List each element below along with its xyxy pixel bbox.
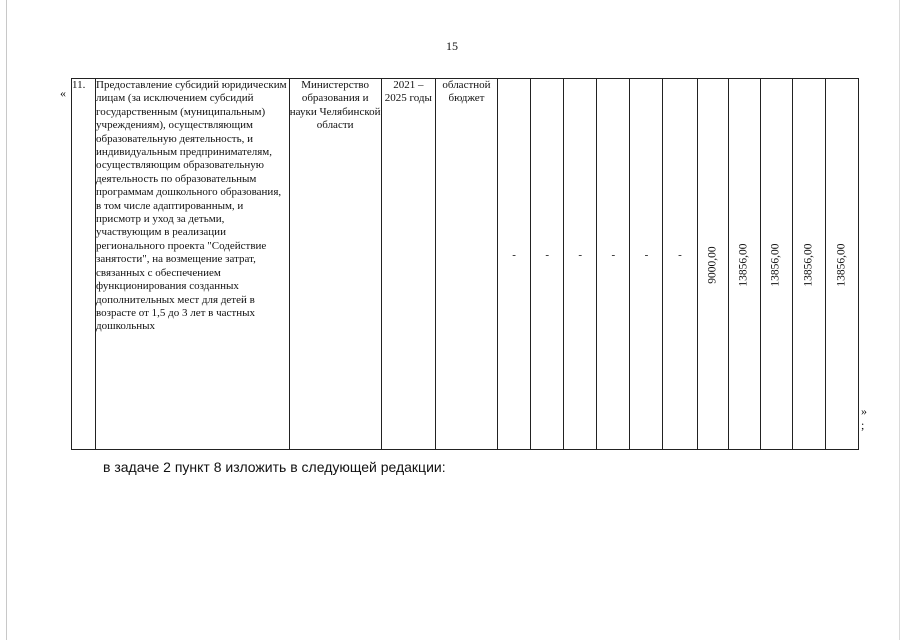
closing-semicolon: ; xyxy=(861,418,865,432)
amount-cell xyxy=(760,79,792,450)
amount-cell xyxy=(825,79,858,450)
value-cell xyxy=(498,79,531,450)
measure-description: Предоставление субсидий юридическим лицам (за исключением субсидий государственным (муниципальным) учреждениям), осуществляющим образовательную деятельность, и индивидуальным предпринимателям, осуществляющим образовательную деятельность по образовательным программам дошкольного образования, в том числе адаптированным, и присмотр и уход за детьми, участвующим в реализации регионального проекта "Содействие занятости", на возмещение затрат, связанных с обеспечением функционирования созданных дополнительных мест для детей в возрасте от 1,5 до 3 лет в частных дошкольных xyxy=(96,79,289,450)
amount-value: 13856,00 xyxy=(802,243,815,287)
closing-quote-mark: » xyxy=(861,404,867,418)
funding-source-cell: областной бюджет xyxy=(435,79,497,450)
page-edge-right xyxy=(899,0,900,640)
row-number: 11. xyxy=(72,79,96,450)
closing-quote xyxy=(861,404,867,432)
dash-value: - xyxy=(678,249,682,261)
opening-quote: « xyxy=(60,86,66,100)
program-table xyxy=(71,78,859,450)
dash-value: - xyxy=(611,249,616,261)
instruction-text: в задаче 2 пункт 8 изложить в следующей редакции: xyxy=(103,459,446,475)
value-cell xyxy=(564,79,597,450)
value-cell xyxy=(663,79,697,450)
period-cell: 2021 – 2025 годы xyxy=(381,79,435,450)
value-cell xyxy=(630,79,663,450)
amount-cell xyxy=(792,79,825,450)
dash-value: - xyxy=(578,249,583,261)
amount-value: 13856,00 xyxy=(835,243,848,287)
dash-value: - xyxy=(644,249,649,261)
dash-value: - xyxy=(512,249,516,261)
amount-cell xyxy=(728,79,760,450)
dash-value: - xyxy=(545,249,549,261)
executor-cell: Министерство образования и науки Челябинской области xyxy=(289,79,381,450)
table-row xyxy=(72,79,859,450)
page-number: 15 xyxy=(446,39,458,53)
amount-cell xyxy=(697,79,728,450)
value-cell xyxy=(531,79,564,450)
amount-value: 13856,00 xyxy=(769,243,782,287)
page-edge-left xyxy=(6,0,7,640)
amount-value: 13856,00 xyxy=(737,243,750,287)
amount-value: 9000,00 xyxy=(705,246,718,284)
value-cell xyxy=(597,79,630,450)
